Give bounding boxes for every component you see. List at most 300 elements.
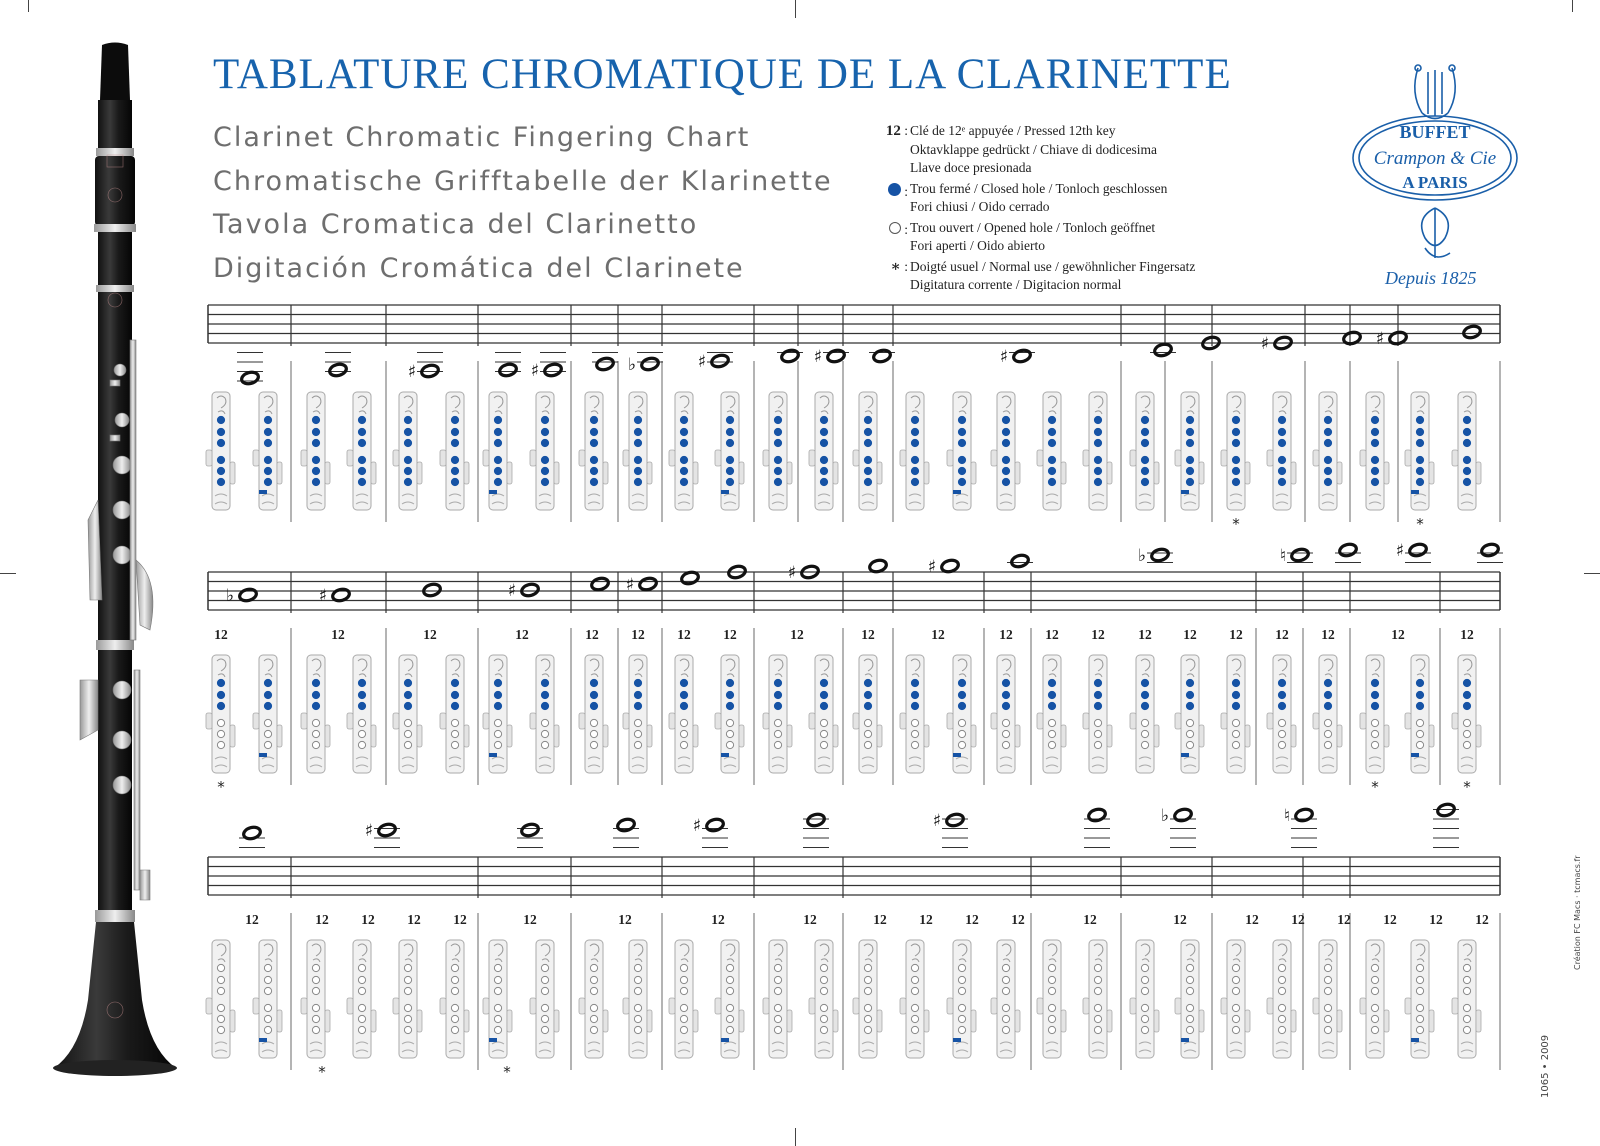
fingering-diagram: [1175, 392, 1204, 510]
fingering-footkeys: [215, 494, 227, 504]
fingering-body: [1043, 940, 1061, 1058]
open-hole: [541, 1015, 548, 1022]
fingering-keywork: [1048, 659, 1057, 677]
side-key: [763, 713, 769, 729]
note-head: [1338, 542, 1357, 557]
closed-hole: [726, 456, 733, 463]
closed-hole: [451, 478, 458, 485]
fingering-diagram: [763, 940, 792, 1058]
side-key: [206, 450, 212, 466]
closed-hole: [541, 702, 548, 709]
side-key: [1405, 713, 1411, 729]
open-hole: [911, 1015, 918, 1022]
fingering-keywork: [590, 944, 599, 962]
open-hole: [958, 1004, 965, 1011]
fingering-body: [489, 655, 507, 773]
fingering-diagram: [715, 940, 744, 1058]
open-hole: [1371, 730, 1378, 737]
closed-hole: [1371, 439, 1378, 446]
closed-hole: [958, 702, 965, 709]
open-hole: [1232, 987, 1239, 994]
fingering-body: [1089, 392, 1107, 510]
fingering-diagram: [1130, 655, 1159, 773]
open-hole: [634, 1015, 641, 1022]
closed-hole: [958, 428, 965, 435]
crop-mark: [795, 1128, 796, 1146]
note-head: [1173, 807, 1192, 822]
note: [1477, 542, 1503, 562]
closed-hole: [820, 679, 827, 686]
open-hole: [1094, 1026, 1101, 1033]
fingering-body: [307, 940, 325, 1058]
accidental: ♮: [1279, 546, 1286, 566]
side-key: [301, 998, 307, 1014]
fingering-diagram: [347, 392, 376, 510]
fingering-footkeys: [678, 494, 690, 504]
closed-hole: [264, 467, 271, 474]
open-hole: [1371, 1004, 1378, 1011]
fingering-keywork: [358, 659, 367, 677]
fingering-keywork: [312, 944, 321, 962]
closed-hole: [312, 439, 319, 446]
closed-hole: [217, 456, 224, 463]
fingering-body: [585, 655, 603, 773]
fingering-footkeys: [1276, 494, 1288, 504]
fingering-keywork: [774, 659, 783, 677]
open-hole: [1002, 964, 1009, 971]
fingering-footkeys: [818, 757, 830, 767]
closed-hole: [820, 467, 827, 474]
fingering-footkeys: [492, 494, 504, 504]
open-hole: [911, 964, 918, 971]
side-key: [393, 713, 399, 729]
open-hole: [1186, 1015, 1193, 1022]
closed-hole: [1186, 679, 1193, 686]
open-hole: [1416, 976, 1423, 983]
key12-label: 12: [723, 627, 737, 642]
open-hole: [1048, 1026, 1055, 1033]
fingering-body: [815, 655, 833, 773]
note: [365, 821, 400, 848]
key12-label: 12: [1391, 627, 1405, 642]
open-hole: [1048, 987, 1055, 994]
closed-hole: [634, 439, 641, 446]
closed-hole: [774, 467, 781, 474]
logo-line3: A PARIS: [1402, 173, 1468, 192]
fingering-body: [1136, 940, 1154, 1058]
fingering-footkeys: [310, 1042, 322, 1052]
side-key: [1384, 462, 1389, 484]
fingering-keywork: [1371, 944, 1380, 962]
side-key: [971, 462, 976, 484]
key12-label: 12: [423, 627, 437, 642]
open-hole: [1463, 1004, 1470, 1011]
closed-hole: [958, 416, 965, 423]
closed-hole: [680, 478, 687, 485]
open-hole: [1186, 1004, 1193, 1011]
note-head: [640, 356, 659, 371]
side-key: [947, 998, 953, 1014]
open-hole: [1002, 1004, 1009, 1011]
closed-hole: [958, 456, 965, 463]
fingering-footkeys: [539, 494, 551, 504]
fingering-footkeys: [356, 757, 368, 767]
side-key: [647, 1010, 652, 1032]
closed-hole: [1278, 439, 1285, 446]
pressed-key: [1411, 490, 1419, 494]
fingering-body: [536, 940, 554, 1058]
pressed-key: [259, 490, 267, 494]
closed-hole: [774, 691, 781, 698]
closed-hole: [911, 679, 918, 686]
closed-hole: [541, 467, 548, 474]
note: [319, 586, 351, 606]
fingering-diagram: [1221, 940, 1250, 1058]
fingering-footkeys: [862, 757, 874, 767]
closed-hole: [864, 691, 871, 698]
closed-hole: [1278, 428, 1285, 435]
closed-hole: [404, 478, 411, 485]
fingering-keywork: [911, 396, 920, 414]
side-key: [579, 998, 585, 1014]
closed-hole: [312, 456, 319, 463]
note: [693, 816, 728, 848]
open-hole: [680, 1004, 687, 1011]
fingering-footkeys: [588, 757, 600, 767]
closed-hole: [1232, 439, 1239, 446]
fingering-diagram: [253, 940, 282, 1058]
open-hole: [264, 964, 271, 971]
key12-label: 12: [803, 912, 817, 927]
open-hole: [680, 976, 687, 983]
fingering-footkeys: [1046, 757, 1058, 767]
legend-text: Doigté usuel / Normal use / gewöhnlicher Fingersatz: [910, 258, 1196, 274]
closed-hole: [634, 679, 641, 686]
closed-hole: [634, 416, 641, 423]
closed-hole: [451, 456, 458, 463]
key12-label: 12: [919, 912, 933, 927]
fingering-diagram: [440, 655, 469, 773]
legend-text: Digitatura corrente / Digitacion normal: [910, 277, 1122, 292]
accidental: ♯: [407, 362, 416, 382]
side-key: [325, 462, 330, 484]
open-hole: [590, 1004, 597, 1011]
side-key: [900, 450, 906, 466]
fingering-body: [212, 940, 230, 1058]
closed-hole: [494, 467, 501, 474]
closed-hole: [358, 691, 365, 698]
note-head: [520, 582, 539, 597]
legend-text: Trou fermé / Closed hole / Tonloch geschlossen: [910, 180, 1168, 196]
side-key: [277, 462, 282, 484]
fingering-body: [259, 655, 277, 773]
closed-hole: [494, 679, 501, 686]
side-key: [669, 998, 675, 1014]
fingering-body: [906, 655, 924, 773]
fingering-diagram: [206, 655, 235, 773]
closed-hole: [726, 439, 733, 446]
studio-credit: Création FC Macs · tcmacs.fr: [1573, 855, 1582, 970]
note-head: [1010, 553, 1029, 568]
key12-label: 12: [631, 627, 645, 642]
open-hole: [358, 987, 365, 994]
open-hole: [1371, 964, 1378, 971]
note-head: [242, 825, 261, 840]
open-hole: [911, 1004, 918, 1011]
side-key: [1405, 450, 1411, 466]
closed-hole: [1232, 467, 1239, 474]
note: [325, 353, 351, 378]
pressed-key: [1411, 1038, 1419, 1042]
fingering-footkeys: [772, 494, 784, 504]
fingering-footkeys: [449, 494, 461, 504]
open-hole: [1416, 1026, 1423, 1033]
open-hole: [1002, 1015, 1009, 1022]
note: [727, 564, 746, 579]
accidental: ♯: [697, 352, 706, 372]
side-key: [1476, 462, 1481, 484]
open-hole: [358, 1026, 365, 1033]
fingering-keywork: [1002, 659, 1011, 677]
closed-hole: [1416, 679, 1423, 686]
closed-hole: [1463, 428, 1470, 435]
closed-hole: [451, 416, 458, 423]
side-key: [947, 713, 953, 729]
side-key: [1175, 450, 1181, 466]
fingering-footkeys: [1184, 494, 1196, 504]
note: [1284, 806, 1317, 848]
fingering-body: [399, 392, 417, 510]
open-hole: [1002, 987, 1009, 994]
fingering-diagram: [440, 940, 469, 1058]
closed-hole: [1094, 478, 1101, 485]
fingering-diagram: [947, 655, 976, 773]
fingering-keywork: [634, 944, 643, 962]
open-hole: [312, 1004, 319, 1011]
open-hole: [1278, 730, 1285, 737]
closed-hole: [864, 428, 871, 435]
closed-hole: [820, 691, 827, 698]
open-hole: [1094, 1015, 1101, 1022]
fingering-diagram: [1405, 392, 1434, 510]
fingering-footkeys: [1230, 1042, 1242, 1052]
pressed-key: [489, 1038, 497, 1042]
fingering-body: [1227, 392, 1245, 510]
open-hole: [1186, 964, 1193, 971]
open-hole: [404, 719, 411, 726]
side-key: [530, 713, 536, 729]
fingering-body: [1319, 655, 1337, 773]
closed-hole: [1416, 428, 1423, 435]
key12-label: 12: [315, 912, 329, 927]
pressed-key: [953, 1038, 961, 1042]
fingering-diagram: [1175, 655, 1204, 773]
key12-label: 12: [585, 627, 599, 642]
key12-label: 12: [214, 627, 228, 642]
clarinet-illustration: [50, 40, 180, 1100]
closed-hole: [1416, 439, 1423, 446]
fingering-footkeys: [1322, 1042, 1334, 1052]
note-head: [590, 576, 609, 591]
note: [531, 353, 566, 382]
closed-hole: [680, 467, 687, 474]
fingering-diagram: [1037, 940, 1066, 1058]
open-hole: [1416, 987, 1423, 994]
side-key: [253, 450, 259, 466]
fingering-footkeys: [1276, 1042, 1288, 1052]
fingering-footkeys: [956, 494, 968, 504]
open-hole: [1371, 987, 1378, 994]
closed-hole: [590, 439, 597, 446]
fingering-diagram: [1083, 940, 1112, 1058]
fingering-diagram: [579, 655, 608, 773]
closed-hole: [680, 439, 687, 446]
closed-hole: [264, 702, 271, 709]
closed-hole: [1048, 478, 1055, 485]
closed-hole: [1141, 691, 1148, 698]
open-hole: [634, 964, 641, 971]
side-key: [417, 1010, 422, 1032]
side-key: [440, 713, 446, 729]
key12-label: 12: [1383, 912, 1397, 927]
side-key: [853, 998, 859, 1014]
closed-hole: [1141, 456, 1148, 463]
closed-hole: [1186, 428, 1193, 435]
open-hole: [404, 1004, 411, 1011]
fingering-diagram: [853, 392, 882, 510]
closed-hole: [451, 428, 458, 435]
note-head: [1436, 802, 1455, 817]
open-hole: [958, 976, 965, 983]
open-hole: [358, 1015, 365, 1022]
closed-hole: [312, 702, 319, 709]
closed-hole: [451, 679, 458, 686]
open-hole: [312, 987, 319, 994]
note-head: [680, 570, 699, 585]
closed-hole: [958, 467, 965, 474]
open-hole: [312, 730, 319, 737]
fingering-body: [675, 392, 693, 510]
side-key: [206, 713, 212, 729]
open-hole: [494, 730, 501, 737]
closed-hole: [1278, 416, 1285, 423]
open-hole: [217, 730, 224, 737]
pressed-key: [489, 490, 497, 494]
fingering-diagram: [809, 940, 838, 1058]
accidental: ♮: [1283, 806, 1290, 826]
open-hole: [1324, 976, 1331, 983]
fingering-footkeys: [632, 494, 644, 504]
open-hole: [590, 987, 597, 994]
closed-hole: [820, 702, 827, 709]
closed-hole: [404, 439, 411, 446]
fingering-keywork: [358, 944, 367, 962]
legend-text: Trou ouvert / Opened hole / Tonloch geöffnet: [910, 219, 1156, 235]
side-key: [1337, 725, 1342, 747]
side-key: [853, 713, 859, 729]
closed-hole: [1416, 478, 1423, 485]
open-hole: [541, 964, 548, 971]
fingering-keywork: [820, 944, 829, 962]
open-hole: [1048, 719, 1055, 726]
accidental: ♭: [627, 355, 636, 375]
closed-hole: [1371, 691, 1378, 698]
open-hole: [820, 964, 827, 971]
closed-hole: [911, 467, 918, 474]
fingering-body: [353, 392, 371, 510]
note: [1084, 807, 1110, 847]
fingering-footkeys: [632, 757, 644, 767]
fingering-keywork: [726, 944, 735, 962]
open-hole: [1094, 730, 1101, 737]
note-head: [616, 817, 635, 832]
side-key: [787, 1010, 792, 1032]
fingering-diagram: [991, 392, 1020, 510]
fingering-body: [769, 940, 787, 1058]
open-hole: [958, 987, 965, 994]
subtitle-english: Clarinet Chromatic Fingering Chart: [213, 122, 751, 153]
side-key: [1221, 713, 1227, 729]
open-hole: [864, 1004, 871, 1011]
fingering-keywork: [864, 944, 873, 962]
pressed-key: [489, 753, 497, 757]
key12-symbol: 12: [885, 123, 901, 139]
closed-hole: [1416, 467, 1423, 474]
side-key: [1337, 1010, 1342, 1032]
closed-hole: [1416, 456, 1423, 463]
closed-hole: [1094, 702, 1101, 709]
open-hole: [864, 730, 871, 737]
closed-hole: [217, 467, 224, 474]
side-key: [325, 725, 330, 747]
side-key: [277, 1010, 282, 1032]
side-key: [739, 1010, 744, 1032]
open-hole: [1186, 976, 1193, 983]
logo-since: Depuis 1825: [1385, 268, 1477, 288]
closed-hole: [911, 428, 918, 435]
fingering-body: [399, 940, 417, 1058]
side-key: [464, 462, 469, 484]
open-hole: [1416, 741, 1423, 748]
open-hole: [1416, 730, 1423, 737]
open-hole: [911, 741, 918, 748]
note: [869, 348, 895, 363]
fingering-body: [446, 940, 464, 1058]
open-hole: [958, 719, 965, 726]
open-hole: [726, 741, 733, 748]
open-hole: [1278, 964, 1285, 971]
open-hole: [726, 964, 733, 971]
fingering-body: [353, 655, 371, 773]
closed-hole: [1094, 428, 1101, 435]
open-hole: [1324, 1015, 1331, 1022]
side-key: [483, 713, 489, 729]
fingering-diagram: [579, 940, 608, 1058]
side-key: [1313, 713, 1319, 729]
closed-hole: [958, 691, 965, 698]
open-hole: [358, 1004, 365, 1011]
open-hole: [1186, 730, 1193, 737]
closed-hole: [1232, 428, 1239, 435]
closed-hole: [1232, 456, 1239, 463]
accidental: ♯: [1375, 329, 1384, 349]
open-hole: [358, 730, 365, 737]
key12-label: 12: [1321, 627, 1335, 642]
fingering-footkeys: [1369, 757, 1381, 767]
closed-hole: [1371, 416, 1378, 423]
closed-hole: [958, 679, 965, 686]
key12-label: 12: [965, 912, 979, 927]
